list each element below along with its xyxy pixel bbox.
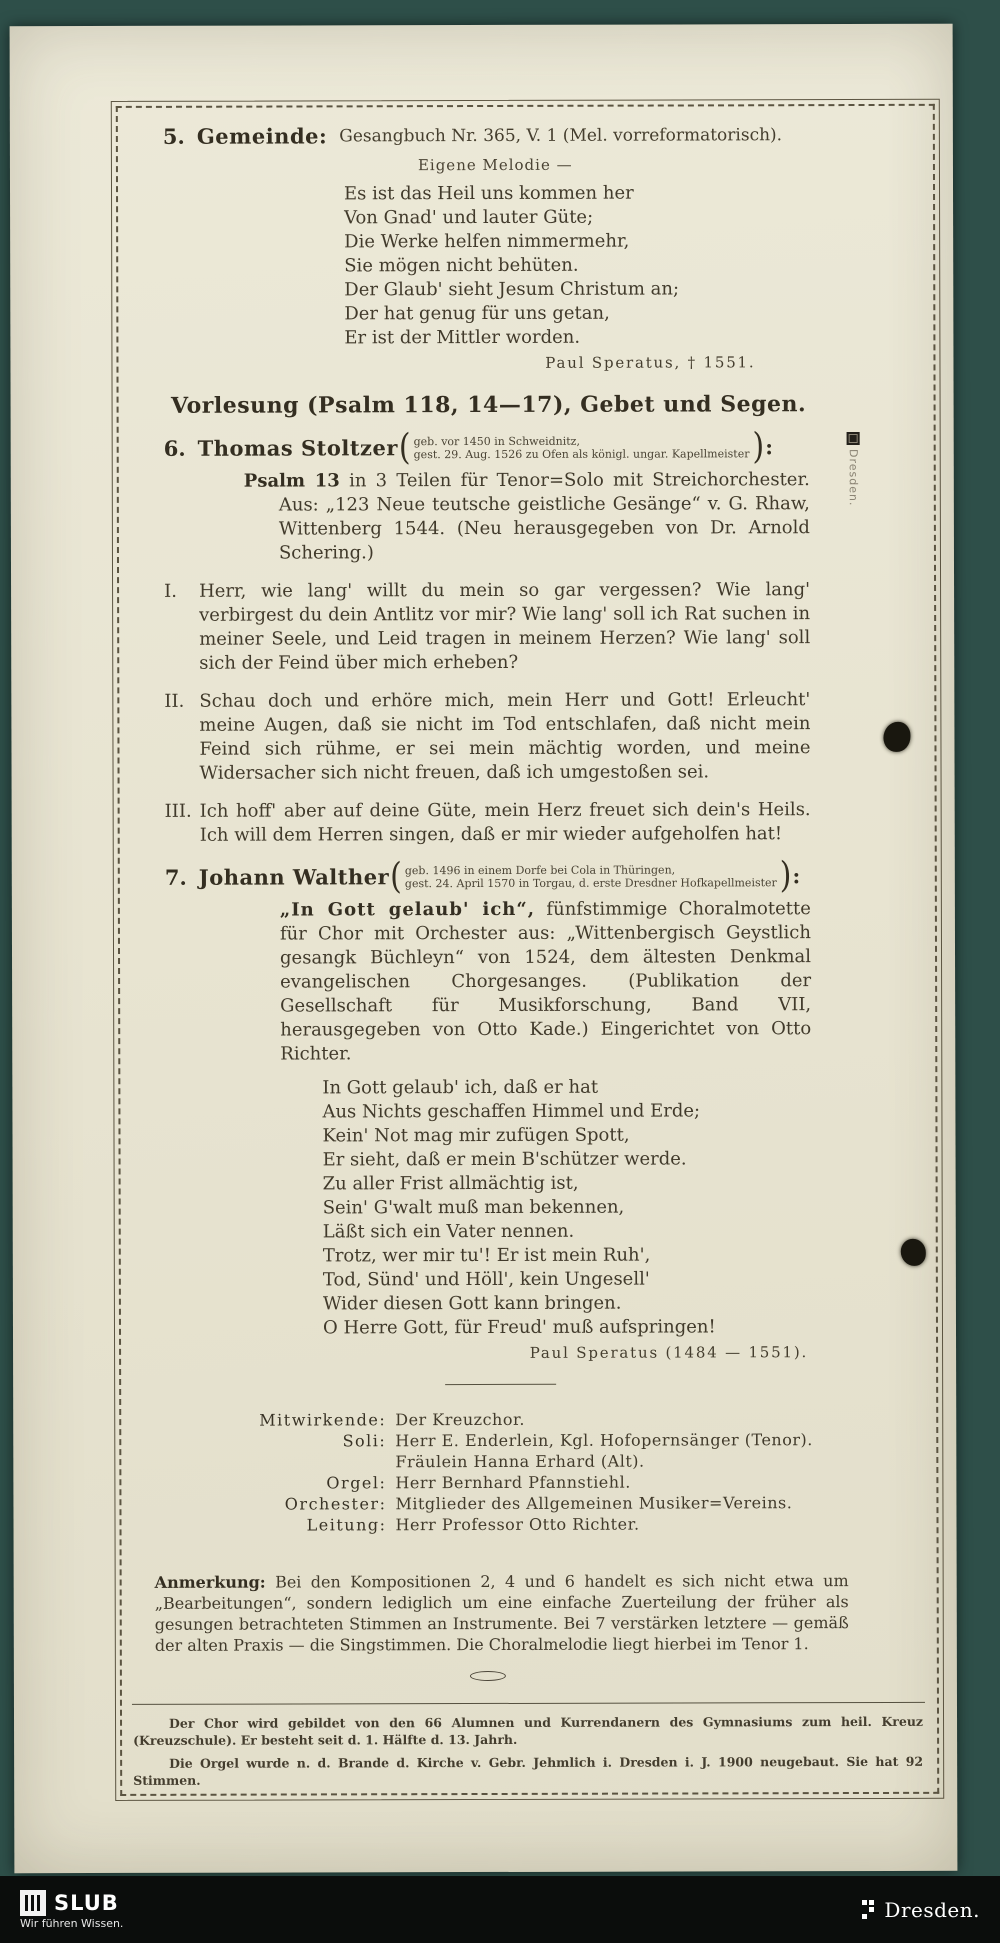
item7-verse: [322, 1075, 936, 1341]
credit-value: Fräulein Hanna Erhard (Alt).: [395, 1451, 645, 1472]
death-date: gest. 29. Aug. 1526 zu Ofen als königl. ungar. Kapellmeister: [413, 446, 750, 461]
item6-description: [243, 468, 810, 565]
verse-line: Er sieht, daß er mein B'schützer werde.: [322, 1148, 687, 1171]
verse-line: Es ist das Heil uns kommen her: [343, 182, 634, 205]
slub-watermark: [847, 432, 860, 507]
verse-line: O Herre Gott, für Freud' muß aufspringen!: [322, 1316, 716, 1339]
program-item-5-header: [163, 122, 833, 149]
credit-label: Mitwirkende:: [259, 1410, 387, 1430]
verse-line: Sie mögen nicht behüten.: [344, 254, 579, 277]
verse-line: Läßt sich ein Vater nennen.: [322, 1220, 575, 1243]
stanza-2: [164, 688, 810, 786]
footnote-choir: Der Chor wird gebildet von den 66 Alumnen und Kurrendanern des Gymnasiums zum heil. Kreuz (Kreuzschule). Er besteht seit d. 1. Hälfte d. 13. Jahrh.: [133, 1713, 924, 1748]
stanza-label: III.: [164, 800, 192, 822]
credit-row: [121, 1471, 936, 1494]
program-content: [118, 110, 937, 1790]
item-title: Thomas Stoltzer: [197, 435, 398, 461]
section-divider: [445, 1384, 556, 1385]
footnote-organ: Die Orgel wurde n. d. Brande d. Kirche v. Gebr. Jehmlich i. Dresden i. J. 1900 neugebaut. Sie hat 92 Stimmen.: [133, 1753, 924, 1788]
verse-line: Aus Nichts geschaffen Himmel und Erde;: [322, 1100, 701, 1123]
scanned-page[interactable]: [10, 24, 958, 1873]
header-colon: :: [792, 863, 801, 889]
credit-value: Herr Professor Otto Richter.: [395, 1514, 640, 1535]
credit-label: Orgel:: [326, 1473, 387, 1493]
verse-line: Er ist der Mittler worden.: [344, 326, 581, 349]
credits-block: [121, 1408, 936, 1536]
slub-footer-bar: [0, 1876, 1000, 1943]
stanza-label: I.: [164, 580, 177, 602]
verse-line: Kein' Not mag mir zufügen Spott,: [322, 1124, 630, 1147]
stanza-3: [165, 798, 811, 848]
slub-wordmark: SLUB: [54, 1890, 119, 1915]
item-title: Johann Walther: [198, 864, 390, 890]
credit-label: Leitung:: [306, 1515, 387, 1535]
verse-line: Wider diesen Gott kann bringen.: [322, 1292, 622, 1315]
death-date: gest. 24. April 1570 in Torgau, d. erste Dresdner Hofkapellmeister: [404, 875, 777, 890]
footnote-divider: [132, 1702, 925, 1705]
credit-row: [121, 1429, 936, 1452]
anmerkung-label: Anmerkung:: [154, 1572, 266, 1592]
stanza-label: II.: [164, 690, 185, 712]
dresden-wordmark: Dresden.: [884, 1897, 980, 1922]
credit-row: [121, 1450, 936, 1473]
item-number: 7.: [164, 864, 187, 890]
dresden-grid-icon: [862, 1900, 874, 1919]
melody-note: Eigene Melodie —: [417, 155, 573, 175]
stanza-text: Herr, wie lang' willt du mein so gar vergessen? Wie lang' verbirgest du dein Antlitz vor mir? Wie lang' soll ich Rat suchen in meiner Seele, und Leid tragen in meinem Herzen? Wie lang' soll sich der Feind über mich erheben?: [199, 579, 811, 674]
item-number: 5.: [162, 123, 185, 149]
verse-line: Trotz, wer mir tu'! Er ist mein Ruh',: [322, 1244, 651, 1267]
footnotes-block: [133, 1713, 923, 1789]
verse-line: Die Werke helfen nimmermehr,: [344, 230, 630, 253]
slub-book-icon: [20, 1890, 46, 1916]
birth-date: geb. vor 1450 in Schweidnitz,: [413, 434, 580, 448]
interlude-heading: Vorlesung (Psalm 118, 14—17), Gebet und Segen.: [170, 391, 807, 419]
lens-ornament: [470, 1671, 506, 1681]
item7-description: [280, 897, 811, 1066]
watermark-square-icon: [847, 432, 860, 445]
credit-value: Herr Bernhard Pfannstiehl.: [395, 1472, 631, 1493]
ink-blot: [883, 722, 910, 752]
program-item-6-header: [163, 425, 834, 469]
ink-blot: [901, 1239, 926, 1266]
work-title: „In Gott gelaub' ich“,: [279, 898, 536, 921]
credit-label: [121, 1451, 386, 1473]
header-colon: :: [765, 434, 773, 460]
verse-line: Sein' G'walt muß man bekennen,: [322, 1196, 625, 1219]
item-number: 6.: [163, 435, 186, 461]
credit-value: Herr E. Enderlein, Kgl. Hofopernsänger (Tenor).: [395, 1430, 813, 1451]
verse-line: In Gott gelaub' ich, daß er hat: [322, 1076, 599, 1099]
composer-dates: [414, 434, 750, 461]
close-paren: ): [752, 425, 765, 468]
work-description: fünfstimmige Choralmotette für Chor mit Orchester aus: „Wittenbergisch Geystlich gesangk Büchleyn“ von 1524, dem ältesten Denkmal evangelischen Chorgesanges. (Publikation der Gesellschaft für Musikforschung, Band VII, herausgegeben von Otto Kade.) Eingerichtet von Otto Richter.: [279, 898, 812, 1065]
credit-row: [121, 1513, 936, 1536]
verse-line: Zu aller Frist allmächtig ist,: [322, 1172, 579, 1195]
credit-row: [121, 1408, 936, 1431]
composer-dates: [405, 863, 777, 890]
close-paren: ): [779, 854, 792, 897]
item-title: Gemeinde:: [196, 123, 328, 149]
watermark-text: Dresden.: [846, 449, 860, 507]
work-title: Psalm 13: [243, 470, 340, 492]
stanza-1: [164, 578, 810, 676]
item-subtitle: Gesangbuch Nr. 365, V. 1 (Mel. vorreformatorisch).: [339, 124, 783, 146]
anmerkung-text: Bei den Kompositionen 2, 4 und 6 handelt es sich nicht etwa um „Bearbeitungen“, sondern lediglich um eine einfache Zuerteilung der früher als gesungen betrachteten Stimmen an Instrumente. Bei 7 verstärken letztere — gemäß der alten Praxis — die Singstimmen. Die Choralmelodie liegt hierbei im Tenor 1.: [154, 1571, 849, 1655]
credit-value: Der Kreuzchor.: [395, 1409, 525, 1430]
item5-verse: [344, 181, 933, 351]
program-item-7-header: [164, 854, 835, 898]
credit-value: Mitglieder des Allgemeinen Musiker=Vereins.: [395, 1493, 793, 1514]
credit-label: Soli:: [342, 1431, 387, 1451]
stanza-text: Ich hoff' aber auf deine Güte, mein Herz freuet sich dein's Heils. Ich will dem Herren singen, daß er mir wieder aufgeholfen hat!: [199, 799, 811, 846]
decorative-border-frame: [116, 104, 939, 1796]
verse-line: Tod, Sünd' und Höll', kein Ungesell': [322, 1268, 650, 1291]
verse-line: Der Glaub' sieht Jesum Christum an;: [344, 278, 680, 301]
credit-label: Orchester:: [284, 1494, 387, 1514]
verse-line: Der hat genug für uns getan,: [344, 302, 610, 325]
dresden-logo[interactable]: [862, 1898, 980, 1922]
item5-attribution: Paul Speratus, † 1551.: [545, 353, 756, 372]
open-paren: (: [398, 426, 411, 469]
open-paren: (: [390, 855, 402, 898]
slub-logo[interactable]: [20, 1890, 123, 1930]
stanza-text: Schau doch und erhöre mich, mein Herr und Gott! Erleucht' meine Augen, daß sie nicht im Tod entschlafen, daß nicht mein Feind sich rühme, er sei mein mächtig worden, und meine Widersacher sich nicht freuen, daß ich umgestoßen sei.: [199, 689, 811, 784]
item7-attribution: Paul Speratus (1484 — 1551).: [529, 1343, 809, 1362]
verse-line: Von Gnad' und lauter Güte;: [344, 206, 594, 229]
anmerkung-note: [155, 1570, 849, 1656]
slub-tagline: Wir führen Wissen.: [20, 1916, 124, 1930]
credit-row: [121, 1492, 936, 1515]
birth-date: geb. 1496 in einem Dorfe bei Cola in Thüringen,: [404, 862, 676, 877]
work-description: in 3 Teilen für Tenor=Solo mit Streichorchester. Aus: „123 Neue teutsche geistliche Gesänge“ v. G. Rhaw, Wittenberg 1544. (Neu herausgegeben von Dr. Arnold Schering.): [278, 469, 810, 564]
